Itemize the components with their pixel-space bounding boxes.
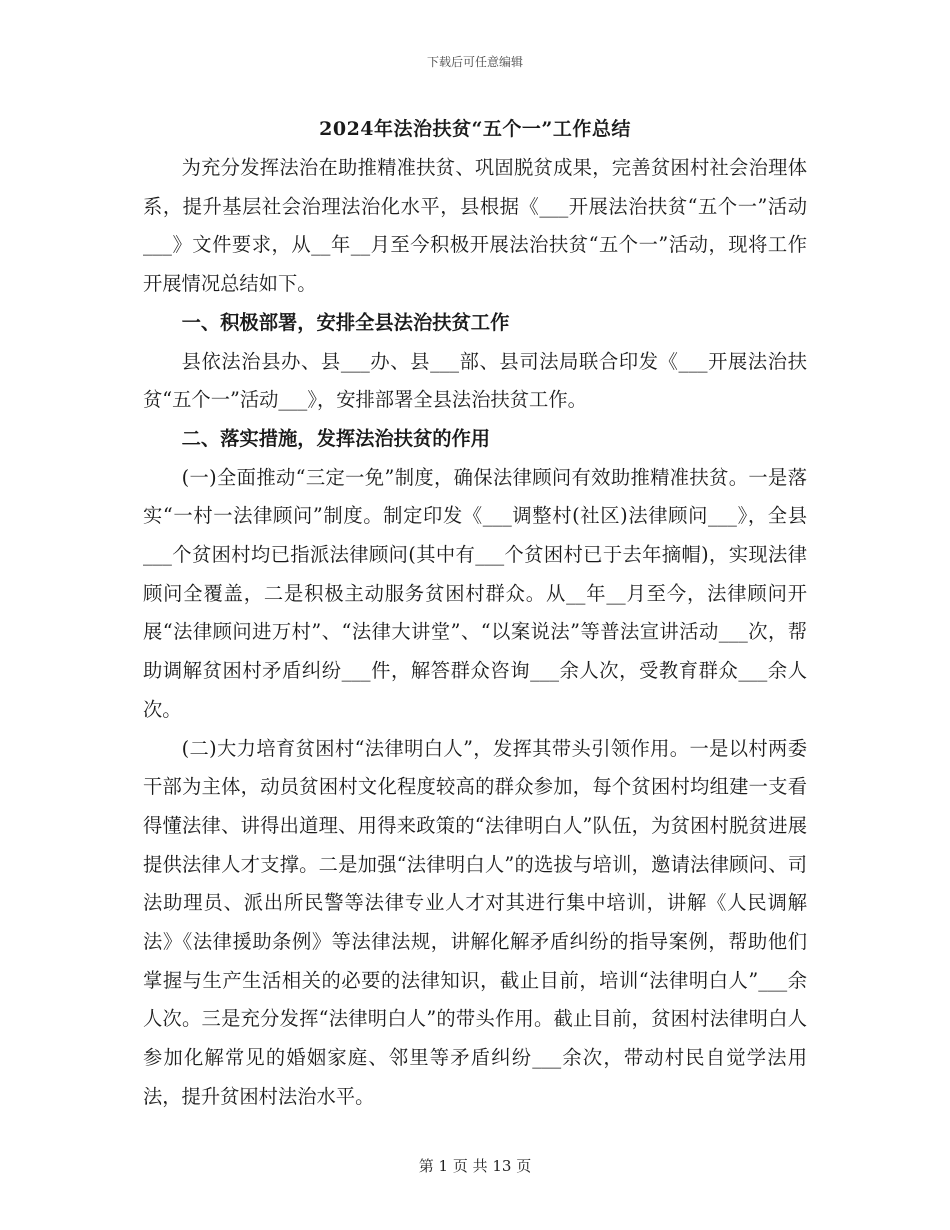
paragraph-intro: 为充分发挥法治在助推精准扶贫、巩固脱贫成果，完善贫困村社会治理体系，提升基层社会治理法治化水平，县根据《___开展法治扶贫“五个一”活动___》文件要求，从__年__月至今积极开展法治扶贫“五个一”活动，现将工作开展情况总结如下。 — [143, 156, 807, 296]
paragraph-section-1: 县依法治县办、县___办、县___部、县司法局联合印发《___开展法治扶贫“五个一”活动___》，安排部署全县法治扶贫工作。 — [143, 349, 807, 412]
document-title: 2024年法治扶贫“五个一”工作总结 — [319, 118, 631, 140]
paragraph-subsection-2: (二)大力培育贫困村“法律明白人”，发挥其带头引领作用。一是以村两委干部为主体，动员贫困村文化程度较高的群众参加，每个贫困村均组建一支看得懂法律、讲得出道理、用得来政策的“法律明白人”队伍，为贫困村脱贫进展提供法律人才支撑。二是加强“法律明白人”的选拔与培训，邀请法律顾问、司法助理员、派出所民警等法律专业人才对其进行集中培训，讲解《人民调解法》《法律援助条例》等法律法规，讲解化解矛盾纠纷的指导案例，帮助他们掌握与生产生活相关的必要的法律知识，截止目前，培训“法律明白人”___余人次。三是充分发挥“法律明白人”的带头作用。截止目前，贫困村法律明白人参加化解常见的婚姻家庭、邻里等矛盾纠纷___余次，带动村民自觉学法用法，提升贫困村法治水平。 — [143, 736, 807, 1108]
section-heading-2: 二、落实措施，发挥法治扶贫的作用 — [181, 426, 491, 450]
document-body — [143, 149, 807, 1117]
page-number-footer: 第 1 页 共 13 页 — [418, 1157, 532, 1175]
section-heading-1: 一、积极部署，安排全县法治扶贫工作 — [181, 310, 510, 334]
header-note: 下载后可任意编辑 — [426, 55, 523, 69]
paragraph-subsection-1: (一)全面推动“三定一免”制度，确保法律顾问有效助推精准扶贫。一是落实“一村一法律顾问”制度。制定印发《___调整村(社区)法律顾问___》，全县___个贫困村均已指派法律顾问(其中有___个贫困村已于去年摘帽)，实现法律顾问全覆盖，二是积极主动服务贫困村群众。从__年__月至今，法律顾问开展“法律顾问进万村”、“法律大讲堂”、“以案说法”等普法宣讲活动___次，帮助调解贫困村矛盾纠纷___件，解答群众咨询___余人次，受教育群众___余人次。 — [143, 465, 807, 721]
